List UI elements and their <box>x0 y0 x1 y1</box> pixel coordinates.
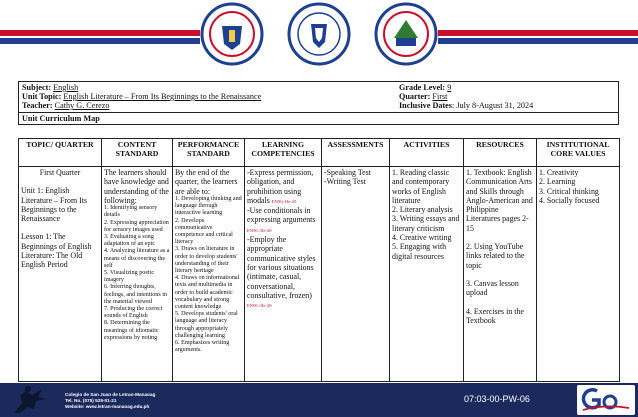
competency-code: EN9G-IIe-20 <box>247 227 272 233</box>
content-item: 4. Analyzing literature as a means of discovering the self <box>104 248 170 269</box>
content-intro: The learners should have knowledge and understanding of the following: <box>104 168 169 205</box>
dancer-silhouette-icon <box>8 385 60 415</box>
subject-label: Subject: <box>22 83 52 92</box>
content-item: 1. Identifying sensory details <box>104 205 158 219</box>
assessment-item: -Speaking Test <box>324 168 371 177</box>
quarter-value: First <box>432 92 448 101</box>
activity-item: 3. Writing essays and literary criticism <box>392 214 460 233</box>
col-header-assessments: ASSESSMENTS <box>322 139 390 167</box>
unit-text: Unit 1: English Literature – From Its Beginnings to the Renaissance <box>21 186 87 224</box>
subject-value: English <box>53 83 79 92</box>
competency-code: EN9G-IIe-20 <box>247 303 272 309</box>
grade-value: 9 <box>447 83 452 92</box>
assessment-item: -Writing Test <box>324 177 366 187</box>
school-phone: Tel. No. (075) 529-01-21 <box>65 398 117 404</box>
go-letran-logo-icon <box>577 385 635 415</box>
assessments-cell <box>322 167 390 382</box>
curriculum-map-table <box>18 138 620 382</box>
map-title: Unit Curriculum Map <box>22 114 100 123</box>
teacher-label: Teacher: <box>22 101 53 110</box>
competency-item: -Employ the appropriate communicative styles for various situations (intimate, casual, conversational, consultative, frozen) EN9G-IIe-20 <box>247 235 316 309</box>
col-header-content: CONTENT STANDARD <box>102 139 173 167</box>
quarter-label: Quarter: <box>399 92 431 101</box>
performance-standard-cell <box>173 167 245 382</box>
performance-item: 2. Develops communicative competence and critical literacy <box>175 217 233 246</box>
col-header-core-values: INSTITUTIONAL CORE VALUES <box>537 139 620 167</box>
core-values-cell <box>537 167 620 382</box>
content-item: 8. Determining the meanings of idiomatic expressions by noting <box>104 320 159 341</box>
content-item: 3. Evaluating a song adaptation of an epic <box>104 234 155 248</box>
performance-item: 5. Develops students' oral language and literacy through appropriately challenging learning <box>175 311 238 339</box>
seal-icon <box>374 2 438 66</box>
seal-icon <box>200 2 264 66</box>
core-value-item: 1. Creativity <box>539 168 579 177</box>
info-divider <box>19 112 618 113</box>
seal-icon <box>287 2 351 66</box>
resource-item: 2. Using YouTube links related to the topic <box>466 242 525 270</box>
course-info-box <box>18 81 619 125</box>
topic-cell <box>19 167 102 382</box>
dates-value: : July 8-August 31, 2024 <box>452 101 534 110</box>
core-value-item: 3. Critical thinking <box>539 186 599 196</box>
document-code: 07:03-00-PW-06 <box>464 394 530 404</box>
content-standard-cell <box>102 167 173 382</box>
red-stripe-right <box>438 30 638 36</box>
activity-item: 2. Literary analysis <box>392 205 453 215</box>
performance-item: 4. Draws on informational texts and multimedia in order to build academic vocabulary and strong content knowledge <box>175 275 240 310</box>
info-row-map-title <box>19 114 618 124</box>
resources-cell <box>464 167 537 382</box>
activity-item: 5. Engaging with digital resources <box>392 242 447 261</box>
blue-stripe-right <box>438 38 638 44</box>
content-item: 2. Expressing appreciation for sensory images used <box>104 219 169 233</box>
col-header-activities: ACTIVITIES <box>390 139 464 167</box>
activity-item: 4. Creative writing <box>392 233 452 243</box>
table-row <box>19 167 620 382</box>
col-header-topic: TOPIC/ QUARTER <box>19 139 102 167</box>
red-stripe-left <box>0 30 200 36</box>
content-item: 7. Producing the correct sounds of English <box>104 306 163 320</box>
teacher-value: Cathy G. Cerezo <box>54 101 110 110</box>
grade-label: Grade Level: <box>399 83 446 92</box>
dates-label: Inclusive Dates <box>399 101 452 110</box>
col-header-performance: PERFORMANCE STANDARD <box>173 139 245 167</box>
lesson-text: Lesson 1: The Beginnings of English Literature: The Old English Period <box>21 232 92 270</box>
topic-label: Unit Topic: <box>22 92 62 101</box>
competency-item: -Use conditionals in expressing arguments EN9G-IIe-20 <box>247 206 316 233</box>
quarter-text: First Quarter <box>39 168 81 177</box>
resource-item: 4. Exercises in the Textbook <box>466 306 524 325</box>
resource-item: 3. Canvas lesson upload <box>466 278 519 298</box>
col-header-resources: RESOURCES <box>464 139 537 167</box>
core-value-item: 4. Socially focused <box>539 195 600 205</box>
header-banner <box>0 0 638 72</box>
school-name: Colegio de San Juan de Letran-Manaoag <box>65 392 156 397</box>
performance-item: 3. Draws on literature in order to develop students' understanding of their literary heritage <box>175 246 238 274</box>
performance-intro: By the end of the quarter, the learners are able to: <box>175 168 238 196</box>
performance-item: 6. Emphasizes writing arguments. <box>175 339 230 354</box>
core-value-item: 2. Learning <box>539 177 576 187</box>
col-header-competencies: LEARNING COMPETENCIES <box>245 139 322 167</box>
topic-value: English Literature – From Its Beginnings to the Renaissance <box>63 92 262 101</box>
blue-stripe-left <box>0 38 200 44</box>
performance-item: 1. Developing thinking and language through interactive learning <box>175 195 242 217</box>
competency-item: -Express permission, obligation, and prohibition using modals EN9G-IIe-20 <box>247 168 314 205</box>
school-website: Website: www.letran-manaoag.edu.ph <box>65 404 150 410</box>
resource-item: 1. Textbook: English Communication Arts and Skills through Anglo-American and Philippine Literatures pages 2-15 <box>466 168 533 233</box>
info-row-teacher <box>19 101 618 111</box>
activity-item: 1. Reading classic and contemporary works of English literature <box>392 168 450 205</box>
content-item: 5. Visualizing poetic imagery <box>104 270 155 284</box>
competency-code: EN9G-IIe-20 <box>271 198 297 204</box>
content-item: 6. Inferring thoughts, feelings, and intentions in the material viewed <box>104 284 167 305</box>
activities-cell <box>390 167 464 382</box>
footer-bar <box>0 383 638 417</box>
competencies-cell <box>245 167 322 382</box>
school-contact <box>65 392 155 410</box>
table-header-row <box>19 139 620 167</box>
